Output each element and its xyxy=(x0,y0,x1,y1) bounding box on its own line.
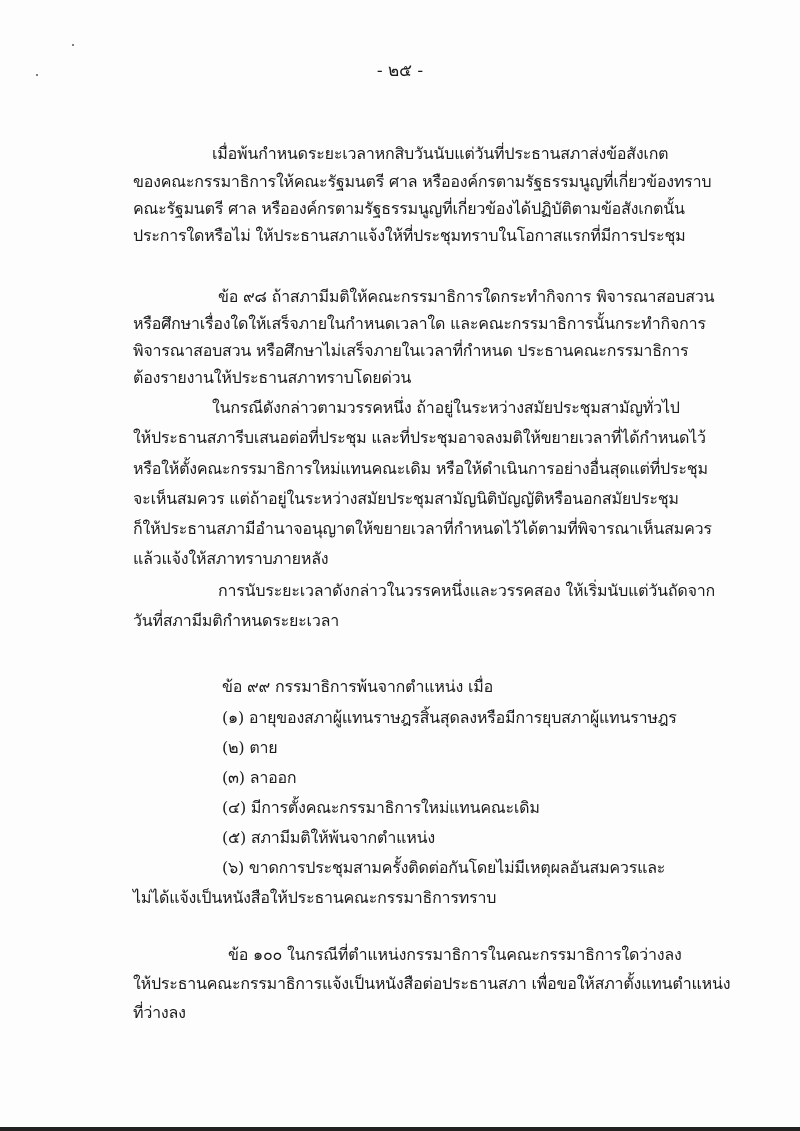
list-item: (๖) ขาดการประชุมสามครั้งติดต่อกันโดยไม่มีเหตุผลอันสมควรและ xyxy=(222,858,666,877)
text-line: จะเห็นสมควร แต่ถ้าอยู่ในระหว่างสมัยประชุมสามัญนิติบัญญัติหรือนอกสมัยประชุม xyxy=(133,489,679,508)
text-line: พิจารณาสอบสวน หรือศึกษาไม่เสร็จภายในเวลาที่กำหนด ประธานคณะกรรมาธิการ xyxy=(133,341,689,360)
clause-heading: ข้อ ๑๐๐ ในกรณีที่ตำแหน่งกรรมาธิการในคณะกรรมาธิการใดว่างลง xyxy=(228,945,682,964)
text-line: ประการใดหรือไม่ ให้ประธานสภาแจ้งให้ที่ประชุมทราบในโอกาสแรกที่มีการประชุม xyxy=(133,226,686,245)
text-line: เมื่อพ้นกำหนดระยะเวลาหกสิบวันนับแต่วันที่ประธานสภาส่งข้อสังเกต xyxy=(212,144,669,163)
clause-heading: ข้อ ๙๙ กรรมาธิการพ้นจากตำแหน่ง เมื่อ xyxy=(222,677,494,696)
text-line: แล้วแจ้งให้สภาทราบภายหลัง xyxy=(133,549,329,568)
text-line: ของคณะกรรมาธิการให้คณะรัฐมนตรี ศาล หรือองค์กรตามรัฐธรรมนูญที่เกี่ยวข้องทราบ xyxy=(133,172,712,191)
text-line: ที่ว่างลง xyxy=(133,1003,186,1022)
text-line: หรือศึกษาเรื่องใดให้เสร็จภายในกำหนดเวลาใด และคณะกรรมาธิการนั้นกระทำกิจการ xyxy=(133,314,706,333)
list-item: (๑) อายุของสภาผู้แทนราษฎรสิ้นสุดลงหรือมีการยุบสภาผู้แทนราษฎร xyxy=(222,708,677,727)
list-item: (๒) ตาย xyxy=(222,738,278,757)
text-line: ต้องรายงานให้ประธานสภาทราบโดยด่วน xyxy=(133,368,412,387)
text-line: ในกรณีดังกล่าวตามวรรคหนึ่ง ถ้าอยู่ในระหว่างสมัยประชุมสามัญทั่วไป xyxy=(212,398,680,417)
text-line: ก็ให้ประธานสภามีอำนาจอนุญาตให้ขยายเวลาที่กำหนดไว้ได้ตามที่พิจารณาเห็นสมควร xyxy=(133,519,712,538)
scan-bottom-edge xyxy=(0,1127,800,1131)
list-item: (๓) ลาออก xyxy=(222,768,297,787)
page-number: - ๒๕ - xyxy=(376,61,424,81)
text-line: หรือให้ตั้งคณะกรรมาธิการใหม่แทนคณะเดิม หรือให้ดำเนินการอย่างอื่นสุดแต่ที่ประชุม xyxy=(133,459,708,478)
text-line: การนับระยะเวลาดังกล่าวในวรรคหนึ่งและวรรคสอง ให้เริ่มนับแต่วันถัดจาก xyxy=(218,581,716,600)
scan-speck xyxy=(72,44,74,46)
text-line: ไม่ได้แจ้งเป็นหนังสือให้ประธานคณะกรรมาธิการทราบ xyxy=(133,888,497,907)
text-line: ให้ประธานคณะกรรมาธิการแจ้งเป็นหนังสือต่อประธานสภา เพื่อขอให้สภาตั้งแทนตำแหน่ง xyxy=(133,974,731,993)
clause-heading: ข้อ ๙๘ ถ้าสภามีมติให้คณะกรรมาธิการใดกระทำกิจการ พิจารณาสอบสวน xyxy=(218,287,715,306)
list-item: (๔) มีการตั้งคณะกรรมาธิการใหม่แทนคณะเดิม xyxy=(222,798,540,817)
text-line: คณะรัฐมนตรี ศาล หรือองค์กรตามรัฐธรรมนูญที่เกี่ยวข้องได้ปฏิบัติตามข้อสังเกตนั้น xyxy=(133,199,685,218)
list-item: (๕) สภามีมติให้พ้นจากตำแหน่ง xyxy=(222,828,435,847)
text-line: ให้ประธานสภารีบเสนอต่อที่ประชุม และที่ประชุมอาจลงมติให้ขยายเวลาที่ได้กำหนดไว้ xyxy=(133,428,706,447)
text-line: วันที่สภามีมติกำหนดระยะเวลา xyxy=(133,611,339,630)
